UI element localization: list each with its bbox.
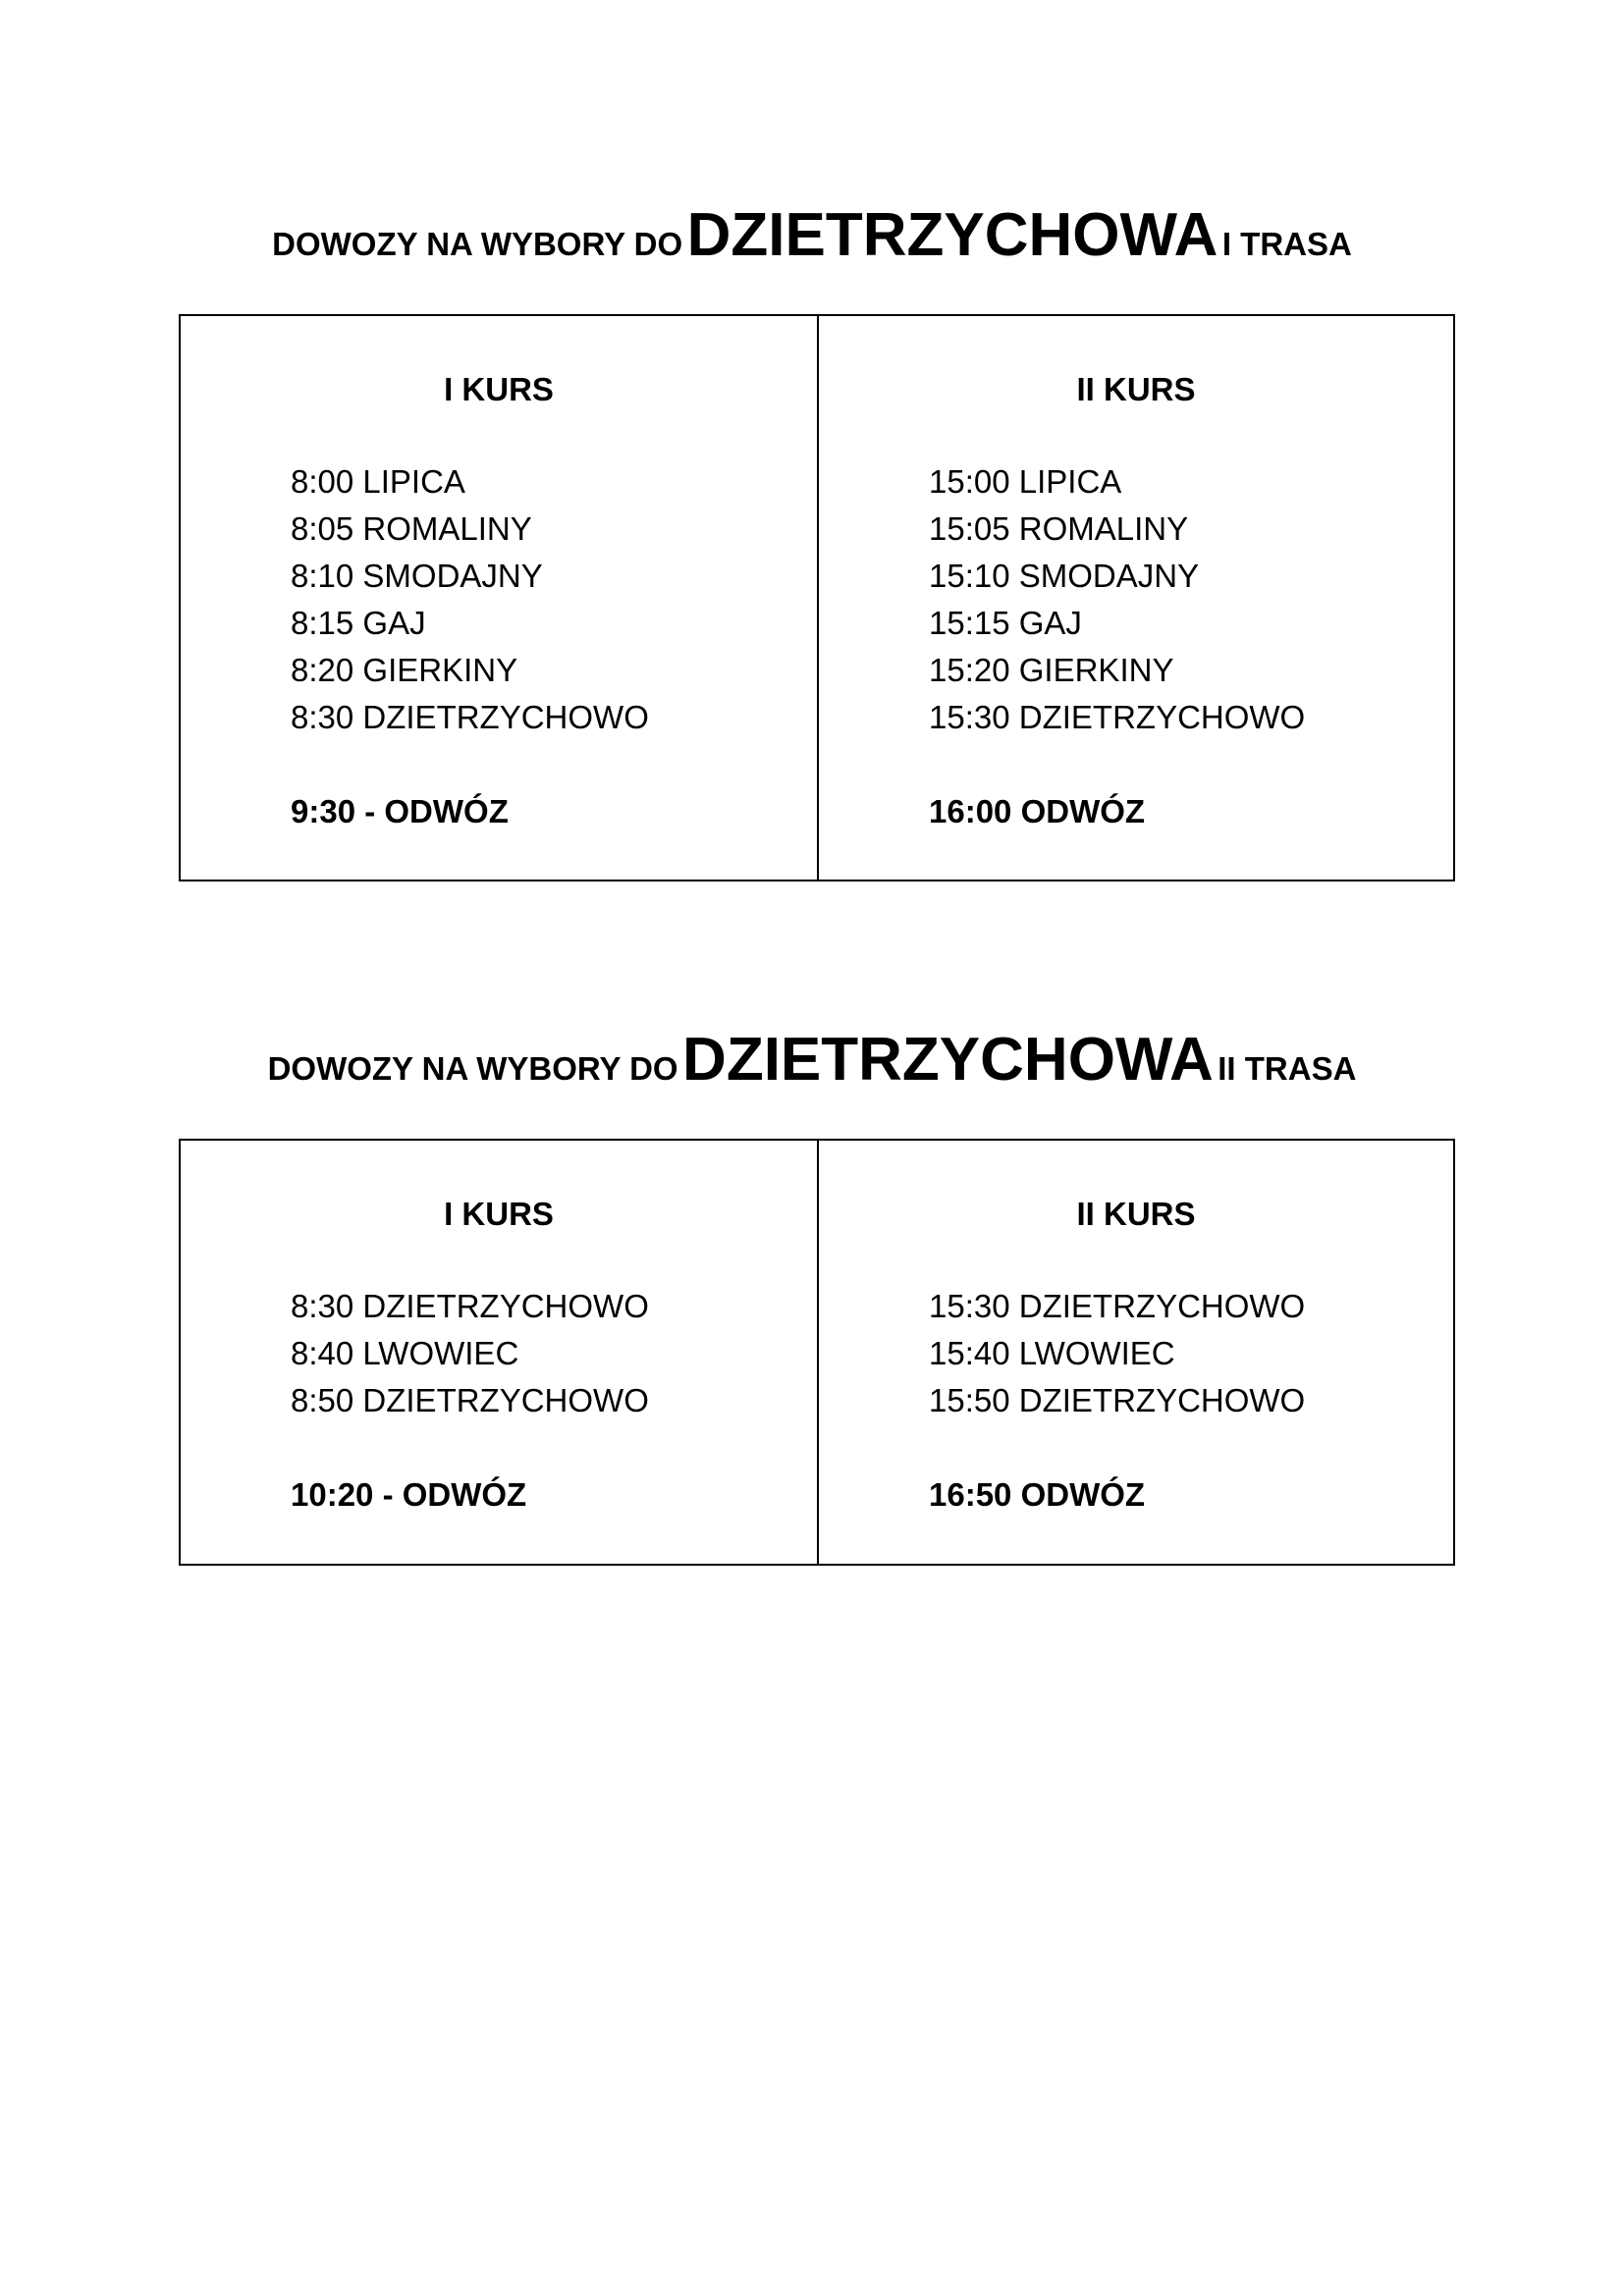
stop-item: 8:40 LWOWIEC (291, 1335, 519, 1371)
stop-item: 8:50 DZIETRZYCHOWO (291, 1382, 649, 1418)
stop-item: 15:40 LWOWIEC (929, 1335, 1175, 1371)
heading-suffix: I TRASA (1221, 226, 1352, 262)
return-time: 16:00 ODWÓZ (929, 793, 1146, 829)
stop-item: 8:05 ROMALINY (291, 510, 532, 547)
stop-item: 15:05 ROMALINY (929, 510, 1189, 547)
route-section-2 (0, 1016, 1624, 1513)
stop-item: 15:30 DZIETRZYCHOWO (929, 1288, 1306, 1324)
return-time: 10:20 - ODWÓZ (291, 1476, 527, 1513)
stop-item: 8:15 GAJ (291, 605, 426, 641)
course-title: II KURS (1076, 1196, 1196, 1232)
stop-list (291, 1283, 649, 1519)
stop-list (929, 1283, 1305, 1519)
course-title: I KURS (444, 1196, 554, 1232)
course-column-1 (181, 1141, 817, 1564)
schedule-table-2 (179, 1139, 1455, 1566)
stop-item: 8:10 SMODAJNY (291, 558, 543, 594)
stop-item: 8:30 DZIETRZYCHOWO (291, 699, 649, 735)
stop-item: 15:10 SMODAJNY (929, 558, 1200, 594)
stop-item: 15:50 DZIETRZYCHOWO (929, 1382, 1306, 1418)
heading-prefix: DOWOZY NA WYBORY DO (267, 1050, 678, 1087)
stop-item: 8:30 DZIETRZYCHOWO (291, 1288, 649, 1324)
heading-prefix: DOWOZY NA WYBORY DO (272, 226, 683, 262)
heading-place: DZIETRZYCHOWA (682, 1026, 1214, 1094)
stop-item: 15:15 GAJ (929, 605, 1082, 641)
return-time: 16:50 ODWÓZ (929, 1476, 1146, 1513)
stop-list (929, 458, 1305, 835)
stop-item: 15:30 DZIETRZYCHOWO (929, 699, 1306, 735)
stop-item: 8:20 GIERKINY (291, 652, 518, 688)
route-heading-2 (0, 1016, 1624, 1104)
stop-item: 15:20 GIERKINY (929, 652, 1174, 688)
return-time: 9:30 - ODWÓZ (291, 793, 509, 829)
route-section-1 (0, 191, 1624, 829)
heading-suffix: II TRASA (1218, 1050, 1357, 1087)
stop-list (291, 458, 649, 835)
course-column-2 (817, 316, 1453, 880)
stop-item: 8:00 LIPICA (291, 463, 465, 500)
course-column-2 (817, 1141, 1453, 1564)
route-heading-1 (0, 191, 1624, 280)
course-title: I KURS (444, 371, 554, 407)
schedule-table-1 (179, 314, 1455, 881)
course-title: II KURS (1076, 371, 1196, 407)
stop-item: 15:00 LIPICA (929, 463, 1122, 500)
heading-place: DZIETRZYCHOWA (686, 201, 1218, 269)
course-column-1 (181, 316, 817, 880)
